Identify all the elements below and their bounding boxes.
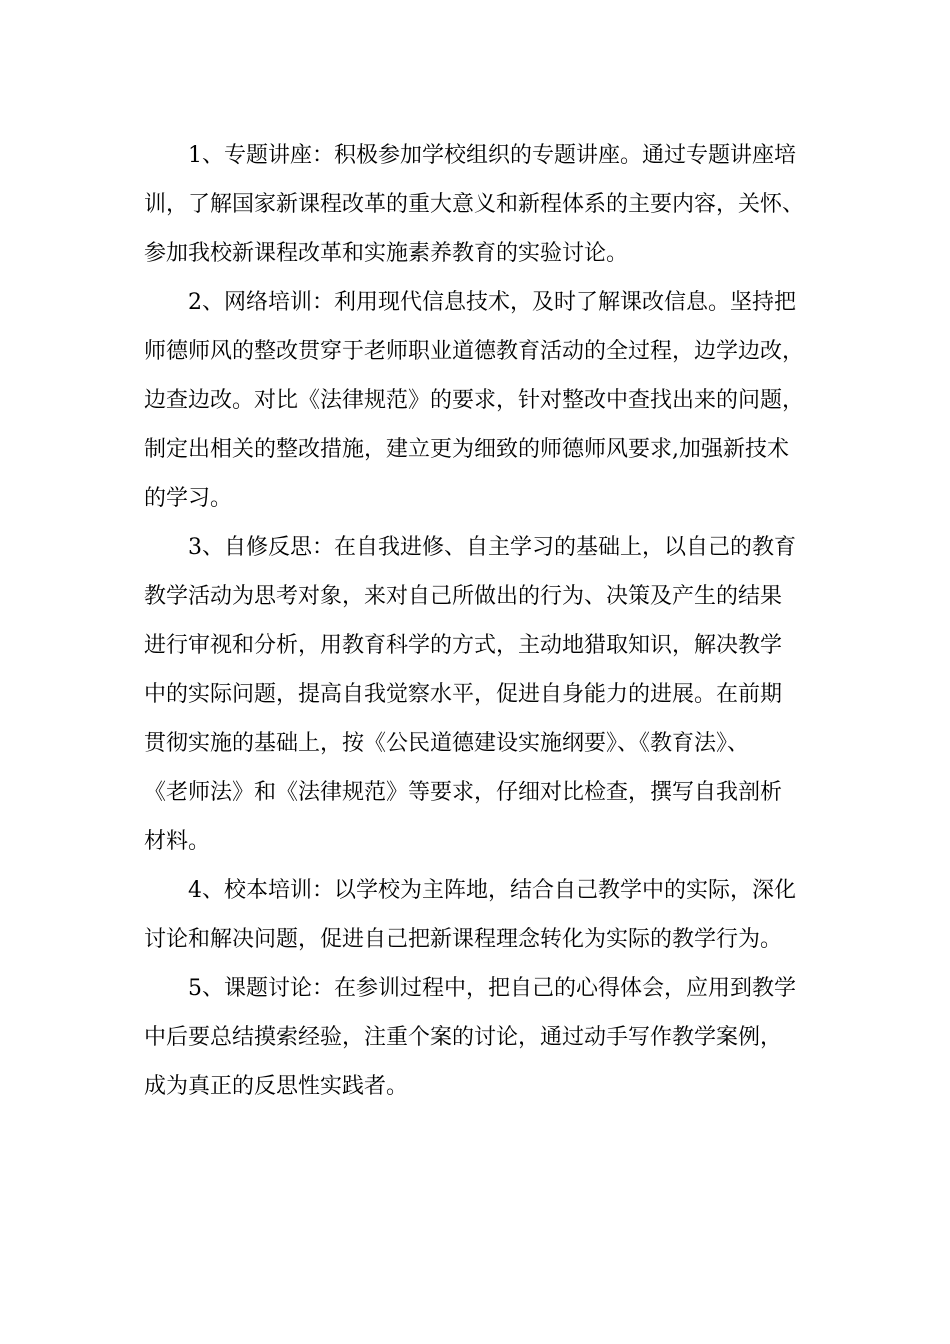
paragraph-4 xyxy=(144,866,808,964)
text-line: 《老师法》和《法律规范》等要求，仔细对比检查，撰写自我剖析 xyxy=(144,780,783,805)
text-line: 教学活动为思考对象，来对自己所做出的行为、决策及产生的结果 xyxy=(144,584,783,609)
text-line: 训，了解国家新课程改革的重大意义和新程体系的主要内容，关怀、 xyxy=(144,192,805,217)
text-line: 师德师风的整改贯穿于老师职业道德教育活动的全过程，边学边改， xyxy=(144,339,805,364)
text-line: 4、校本培训：以学校为主阵地，结合自己教学中的实际，深化 xyxy=(188,878,796,903)
text-line: 中的实际问题，提高自我觉察水平，促进自身能力的进展。在前期 xyxy=(144,682,783,707)
paragraph-3 xyxy=(144,523,808,866)
text-line: 贯彻实施的基础上，按《公民道德建设实施纲要》、《教育法》、 xyxy=(144,731,750,756)
paragraph-5 xyxy=(144,964,808,1111)
text-line: 进行审视和分析，用教育科学的方式，主动地猎取知识，解决教学 xyxy=(144,633,783,658)
text-line: 材料。 xyxy=(144,829,211,854)
text-line: 制定出相关的整改措施，建立更为细致的师德师风要求,加强新技术 xyxy=(144,437,789,462)
text-line: 5、课题讨论：在参训过程中，把自己的心得体会，应用到教学 xyxy=(188,976,796,1001)
paragraph-2 xyxy=(144,278,808,523)
text-line: 1、专题讲座：积极参加学校组织的专题讲座。通过专题讲座培 xyxy=(188,143,796,168)
text-line: 参加我校新课程改革和实施素养教育的实验讨论。 xyxy=(144,241,629,266)
text-line: 的学习。 xyxy=(144,486,233,511)
text-line: 讨论和解决问题，促进自己把新课程理念转化为实际的教学行为。 xyxy=(144,927,783,952)
text-line: 中后要总结摸索经验，注重个案的讨论，通过动手写作教学案例， xyxy=(144,1025,783,1050)
text-line: 2、网络培训：利用现代信息技术，及时了解课改信息。坚持把 xyxy=(188,290,796,315)
paragraph-1 xyxy=(144,131,808,278)
text-line: 3、自修反思：在自我进修、自主学习的基础上，以自己的教育 xyxy=(188,535,796,560)
text-line: 边查边改。对比《法律规范》的要求，针对整改中查找出来的问题， xyxy=(144,388,805,413)
document-body xyxy=(144,131,808,1111)
text-line: 成为真正的反思性实践者。 xyxy=(144,1074,409,1099)
